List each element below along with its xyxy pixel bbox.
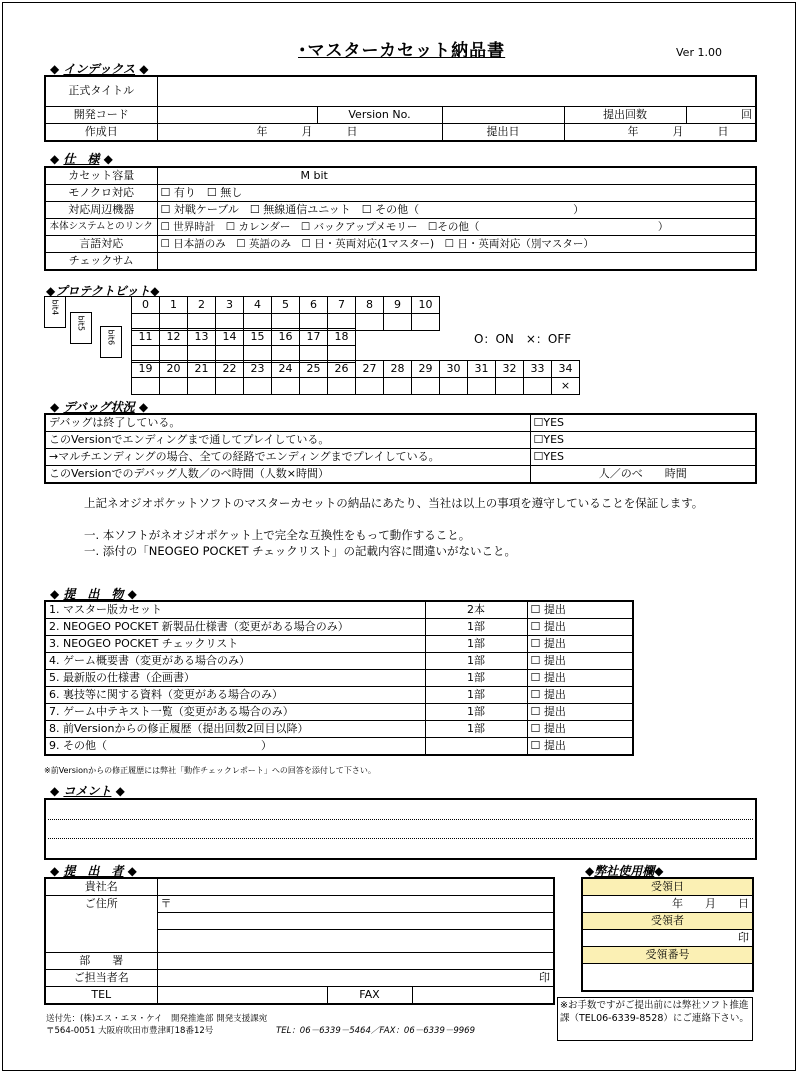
- bit-cell[interactable]: 14: [216, 329, 244, 346]
- bit-cell[interactable]: 12: [160, 329, 188, 346]
- bit-cell[interactable]: 11: [132, 329, 160, 346]
- submission-item: 2. NEOGEO POCKET 新製品仕様書（変更がある場合のみ）: [45, 619, 425, 636]
- submit-checkbox[interactable]: ☐ 提出: [527, 670, 633, 687]
- company-label: 貴社名: [45, 878, 157, 896]
- bit-cell[interactable]: 27: [356, 361, 384, 378]
- bit-cell[interactable]: 21: [188, 361, 216, 378]
- dev-code-field[interactable]: [157, 106, 317, 123]
- fax-label: FAX: [327, 987, 412, 1005]
- submission-qty: 2本: [425, 601, 527, 619]
- bit-cell[interactable]: 4: [244, 297, 272, 314]
- debug-yes-checkbox[interactable]: ☐YES: [530, 432, 756, 449]
- comment-heading: ◆ コメント ◆: [50, 784, 125, 798]
- bit-cell[interactable]: 20: [160, 361, 188, 378]
- footer-address-line1: 送付先：(株)エス・エヌ・ケイ 開発推進部 開発支援課宛: [46, 1014, 268, 1024]
- office-table: [581, 877, 754, 992]
- submit-checkbox[interactable]: ☐ 提出: [527, 619, 633, 636]
- mono-support-options[interactable]: ☐ 有り ☐ 無し: [157, 185, 756, 202]
- fax-field[interactable]: [412, 987, 554, 1005]
- submission-qty: [425, 738, 527, 756]
- receiver-label: 受領者: [582, 913, 753, 930]
- debug-yes-checkbox[interactable]: ☐YES: [530, 414, 756, 432]
- spec-label: モノクロ対応: [45, 185, 157, 202]
- comment-box[interactable]: [44, 798, 757, 860]
- submit-checkbox[interactable]: ☐ 提出: [527, 738, 633, 756]
- bit-cell[interactable]: 25: [300, 361, 328, 378]
- bit-cell[interactable]: 5: [272, 297, 300, 314]
- cartridge-capacity-field[interactable]: M bit: [157, 167, 756, 185]
- submitter-heading: ◆ 提 出 者 ◆: [50, 864, 137, 878]
- spec-label: チェックサム: [45, 253, 157, 271]
- bit34-off-mark: ×: [552, 378, 580, 395]
- dev-code-label: 開発コード: [45, 106, 157, 123]
- debug-question: このVersionでエンディングまで通してプレイしている。: [45, 432, 530, 449]
- version-label: Ver 1.00: [676, 46, 722, 59]
- submissions-table: [44, 600, 634, 756]
- bit5-box: bit5: [70, 312, 92, 344]
- index-heading: ◆ インデックス ◆: [50, 62, 149, 76]
- submission-qty: 1部: [425, 687, 527, 704]
- spec-label: カセット容量: [45, 167, 157, 185]
- company-field[interactable]: [157, 878, 554, 896]
- bit-cell[interactable]: 33: [524, 361, 552, 378]
- bit-cell[interactable]: 13: [188, 329, 216, 346]
- official-title-field[interactable]: [157, 76, 756, 106]
- address-label: ご住所: [45, 896, 157, 953]
- postal-field[interactable]: 〒: [157, 896, 554, 913]
- bit-cell[interactable]: 2: [188, 297, 216, 314]
- submit-date-label: 提出日: [442, 123, 564, 141]
- submit-checkbox[interactable]: ☐ 提出: [527, 636, 633, 653]
- bit-cell[interactable]: 7: [328, 297, 356, 314]
- bit-cell[interactable]: 6: [300, 297, 328, 314]
- person-label: ご担当者名: [45, 970, 157, 987]
- person-seal[interactable]: 印: [157, 970, 554, 987]
- submit-checkbox[interactable]: ☐ 提出: [527, 704, 633, 721]
- submit-count-unit: 回: [686, 106, 756, 123]
- bit4-box: bit4: [44, 296, 66, 328]
- version-no-field[interactable]: [442, 106, 564, 123]
- on-off-legend: O：ON ×：OFF: [474, 332, 572, 346]
- bit-cell[interactable]: 30: [440, 361, 468, 378]
- bit-cell[interactable]: 24: [272, 361, 300, 378]
- submission-item: 6. 裏技等に関する資料（変更がある場合のみ）: [45, 687, 425, 704]
- receipt-no-field[interactable]: [582, 964, 753, 992]
- bit-cell[interactable]: 16: [272, 329, 300, 346]
- footer-contact: TEL：06－6339－5464／FAX：06－6339－9969: [276, 1026, 475, 1036]
- submission-qty: 1部: [425, 653, 527, 670]
- spec-label: 本体システムとのリンク: [45, 219, 157, 236]
- receiver-seal[interactable]: 印: [582, 930, 753, 947]
- debug-question: デバッグは終了している。: [45, 414, 530, 432]
- submission-item: 5. 最新版の仕様書（企画書）: [45, 670, 425, 687]
- submit-count-label: 提出回数: [564, 106, 686, 123]
- statement-item-1: 一. 本ソフトがネオジオポケット上で完全な互換性をもって動作すること。: [84, 528, 471, 542]
- bit6-box: bit6: [100, 326, 122, 358]
- bit-cell[interactable]: 8: [356, 297, 384, 314]
- submissions-heading: ◆ 提 出 物 ◆: [50, 587, 137, 601]
- tel-label: TEL: [45, 987, 157, 1005]
- debug-yes-checkbox[interactable]: ☐YES: [530, 449, 756, 466]
- submission-item: 1. マスター版カセット: [45, 601, 425, 619]
- submission-qty: 1部: [425, 636, 527, 653]
- submission-qty: 1部: [425, 704, 527, 721]
- debug-question: →マルチエンディングの場合、全ての経路でエンディングまでプレイしている。: [45, 449, 530, 466]
- checksum-field[interactable]: [157, 253, 756, 271]
- bit-cell[interactable]: 32: [496, 361, 524, 378]
- bit-cell[interactable]: 17: [300, 329, 328, 346]
- protect-bits-row1: [131, 296, 440, 331]
- address-field-2[interactable]: [157, 930, 554, 953]
- protect-heading: ◆プロテクトビット◆: [46, 284, 160, 298]
- bit-cell[interactable]: 15: [244, 329, 272, 346]
- bit-cell[interactable]: 18: [328, 329, 356, 346]
- created-date-label: 作成日: [45, 123, 157, 141]
- official-title-label: 正式タイトル: [45, 76, 157, 106]
- tel-field[interactable]: [157, 987, 327, 1005]
- created-date-field[interactable]: 年 月 日: [157, 123, 442, 141]
- bit-cell[interactable]: 26: [328, 361, 356, 378]
- submission-item: 4. ゲーム概要書（変更がある場合のみ）: [45, 653, 425, 670]
- submit-checkbox[interactable]: ☐ 提出: [527, 653, 633, 670]
- debug-people-hours-field[interactable]: 人／のべ 時間: [530, 466, 756, 484]
- bit-cell[interactable]: 31: [468, 361, 496, 378]
- bit-cell[interactable]: 9: [384, 297, 412, 314]
- index-table: [44, 75, 757, 142]
- protect-bits-row3: [131, 360, 580, 395]
- dept-label: 部 署: [45, 953, 157, 970]
- submit-checkbox[interactable]: ☐ 提出: [527, 687, 633, 704]
- submit-checkbox[interactable]: ☐ 提出: [527, 721, 633, 738]
- peripheral-options[interactable]: ☐ 対戦ケーブル ☐ 無線通信ユニット ☐ その他（ ）: [157, 202, 756, 219]
- submit-checkbox[interactable]: ☐ 提出: [527, 601, 633, 619]
- bit-cell[interactable]: 0: [132, 297, 160, 314]
- language-options[interactable]: ☐ 日本語のみ ☐ 英語のみ ☐ 日・英両対応(1マスター) ☐ 日・英両対応（別マスター）: [157, 236, 756, 253]
- submission-item: 8. 前Versionからの修正履歴（提出回数2回目以降）: [45, 721, 425, 738]
- debug-heading: ◆ デバッグ状況 ◆: [50, 400, 149, 414]
- bit-cell[interactable]: 19: [132, 361, 160, 378]
- office-heading: ◆弊社使用欄◆: [585, 864, 664, 878]
- debug-table: [44, 413, 757, 484]
- submission-qty: 1部: [425, 721, 527, 738]
- received-date-label: 受領日: [582, 878, 753, 896]
- submissions-note: ※前Versionからの修正履歴には弊社「動作チェックレポート」への回答を添付して下さい。: [44, 766, 376, 775]
- spec-label: 言語対応: [45, 236, 157, 253]
- bit-cell[interactable]: 23: [244, 361, 272, 378]
- bit-cell[interactable]: 3: [216, 297, 244, 314]
- dept-field[interactable]: [157, 953, 554, 970]
- submission-item: 9. その他（ ）: [45, 738, 425, 756]
- submission-item: 7. ゲーム中テキスト一覧（変更がある場合のみ）: [45, 704, 425, 721]
- debug-question: このVersionでのデバッグ人数／のべ時間（人数×時間）: [45, 466, 530, 484]
- address-field[interactable]: [157, 913, 554, 930]
- received-date-field[interactable]: 年 月 日: [582, 896, 753, 913]
- statement-item-2: 一. 添付の「NEOGEO POCKET チェックリスト」の記載内容に間違いがないこと。: [84, 544, 517, 558]
- submission-item: 3. NEOGEO POCKET チェックリスト: [45, 636, 425, 653]
- bit-cell[interactable]: 1: [160, 297, 188, 314]
- footer-address-line2: 〒564-0051 大阪府吹田市豊津町18番12号: [46, 1026, 214, 1036]
- spec-table: [44, 166, 757, 271]
- system-link-options[interactable]: ☐ 世界時計 ☐ カレンダー ☐ バックアップメモリー ☐その他（ ）: [157, 219, 756, 236]
- version-no-label: Version No.: [317, 106, 442, 123]
- statement-main: 上記ネオジオポケットソフトのマスターカセットの納品にあたり、当社は以上の事項を遵守していることを保証します。: [84, 496, 704, 510]
- spec-label: 対応周辺機器: [45, 202, 157, 219]
- submission-qty: 1部: [425, 619, 527, 636]
- spec-heading: ◆ 仕 様 ◆: [50, 152, 113, 166]
- office-note: ※お手数ですがご提出前には弊社ソフト推進課（TEL06-6339-8528）にご連絡下さい。: [557, 997, 753, 1041]
- submit-date-field[interactable]: 年 月 日: [564, 123, 756, 141]
- bit-cell[interactable]: 10: [412, 297, 440, 314]
- protect-bits-row2: [131, 328, 356, 363]
- receipt-no-label: 受領番号: [582, 947, 753, 964]
- bit-cell[interactable]: 29: [412, 361, 440, 378]
- bit-cell[interactable]: 34: [552, 361, 580, 378]
- submitter-table: [44, 877, 555, 1005]
- bit-cell[interactable]: 28: [384, 361, 412, 378]
- document-title: ･マスターカセット納品書: [298, 41, 506, 61]
- submission-qty: 1部: [425, 670, 527, 687]
- bit-cell[interactable]: 22: [216, 361, 244, 378]
